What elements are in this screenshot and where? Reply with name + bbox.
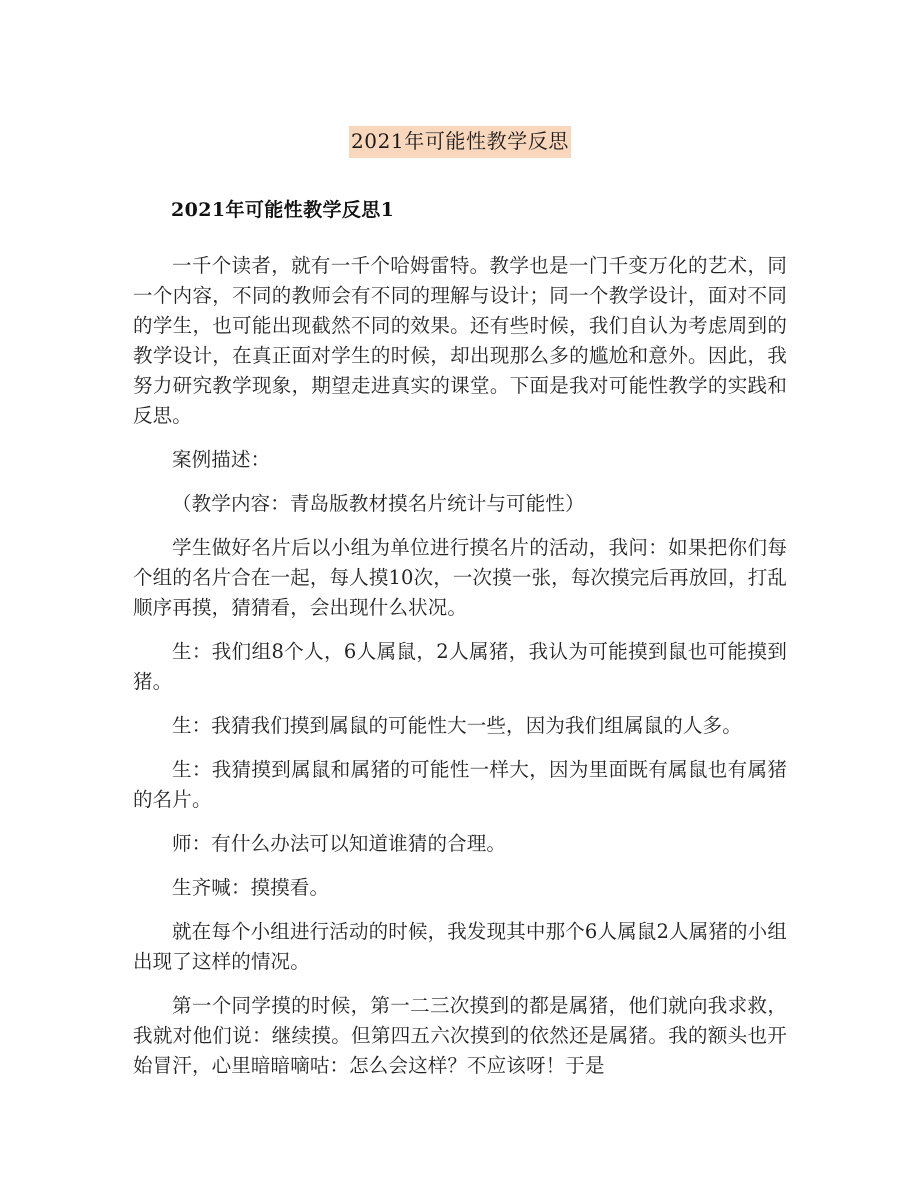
paragraph: 第一个同学摸的时候，第一二三次摸到的都是属猪，他们就向我求救，我就对他们说：继续摸。但第四五六次摸到的依然还是属猪。我的额头也开始冒汗，心里暗暗嘀咕：怎么会这样？不应该呀！于是 <box>133 993 787 1077</box>
paragraph: 生：我猜摸到属鼠和属猪的可能性一样大，因为里面既有属鼠也有属猪的名片。 <box>133 757 787 811</box>
document-title-row <box>133 108 787 158</box>
paragraph: 生：我们组8个人，6人属鼠，2人属猪，我认为可能摸到鼠也可能摸到猪。 <box>133 639 787 693</box>
paragraph: 师：有什么办法可以知道谁猜的合理。 <box>172 831 507 855</box>
section-heading: 2021年可能性教学反思1 <box>171 199 395 221</box>
paragraph: 生齐喊：摸摸看。 <box>172 875 330 899</box>
paragraph: 一千个读者，就有一千个哈姆雷特。教学也是一门千变万化的艺术，同一个内容，不同的教师会有不同的理解与设计；同一个教学设计，面对不同的学生，也可能出现截然不同的效果。还有些时候，我们自认为考虑周到的教学设计，在真正面对学生的时候，却出现那么多的尴尬和意外。因此，我努力研究教学现象，期望走进真实的课堂。下面是我对可能性教学的实践和反思。 <box>133 253 787 427</box>
heading-spacer <box>133 225 787 251</box>
document-content <box>133 0 787 1081</box>
paragraph: （教学内容：青岛版教材摸名片统计与可能性） <box>172 491 585 515</box>
title-spacer <box>133 158 787 196</box>
paragraph: 生：我猜我们摸到属鼠的可能性大一些，因为我们组属鼠的人多。 <box>172 713 742 737</box>
paragraph: 案例描述： <box>172 447 271 471</box>
paragraph-list <box>133 251 787 1081</box>
paragraph: 学生做好名片后以小组为单位进行摸名片的活动，我问：如果把你们每个组的名片合在一起，每人摸10次，一次摸一张，每次摸完后再放回，打乱顺序再摸，猜猜看，会出现什么状况。 <box>133 535 787 619</box>
document-title: 2021年可能性教学反思 <box>349 126 571 158</box>
paragraph: 就在每个小组进行活动的时候，我发现其中那个6人属鼠2人属猪的小组出现了这样的情况。 <box>133 919 787 973</box>
top-margin-spacer <box>133 0 787 108</box>
